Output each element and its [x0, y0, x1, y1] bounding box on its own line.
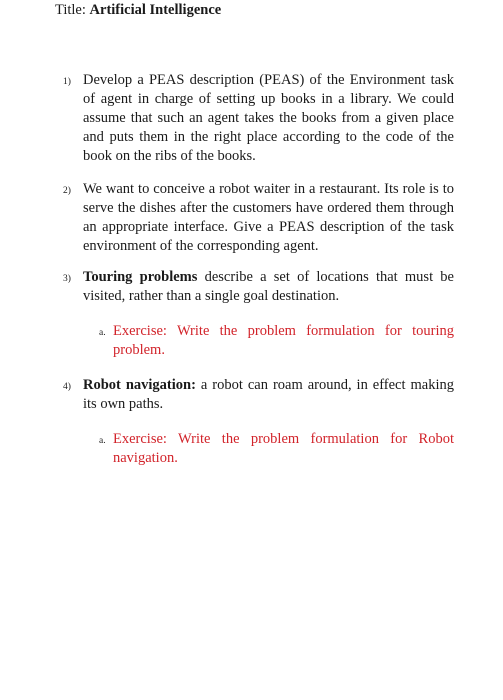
exercise-4a: [99, 430, 454, 468]
exercise-letter: a.: [99, 436, 106, 446]
question-text: [83, 268, 454, 306]
question-rest: describe a set of locations that must be visited, rather than a single goal destination.: [83, 269, 454, 304]
question-number: 4): [63, 382, 71, 392]
question-3: [63, 268, 454, 306]
question-bold-lead: Touring problems: [83, 269, 198, 285]
exercise-3a: [99, 322, 454, 360]
exercise-letter: a.: [99, 328, 106, 338]
question-number: 1): [63, 77, 71, 87]
exercise-text: Exercise: Write the problem formulation for touring problem.: [113, 323, 454, 358]
question-number: 3): [63, 274, 71, 284]
document-title: [55, 1, 221, 19]
question-4: [63, 376, 454, 414]
question-text: We want to conceive a robot waiter in a restaurant. Its role is to serve the dishes after the customers have ordered them through an appropriate interface. Give a PEAS description of the task environment of the corresponding agent.: [83, 181, 454, 254]
title-value: Artificial Intelligence: [89, 2, 222, 18]
question-text: Develop a PEAS description (PEAS) of the Environment task of agent in charge of setting up books in a library. We could assume that such an agent takes the books from a given place and puts them in the right place according to the code of the book on the ribs of the books.: [83, 72, 454, 164]
question-rest: a robot can roam around, in effect making its own paths.: [83, 377, 454, 412]
question-number: 2): [63, 186, 71, 196]
exercise-text: Exercise: Write the problem formulation for Robot navigation.: [113, 431, 454, 466]
question-bold-lead: Robot navigation:: [83, 377, 196, 393]
question-1: [63, 71, 454, 166]
title-prefix: Title:: [55, 2, 90, 18]
question-text: [83, 376, 454, 414]
question-2: [63, 180, 454, 256]
